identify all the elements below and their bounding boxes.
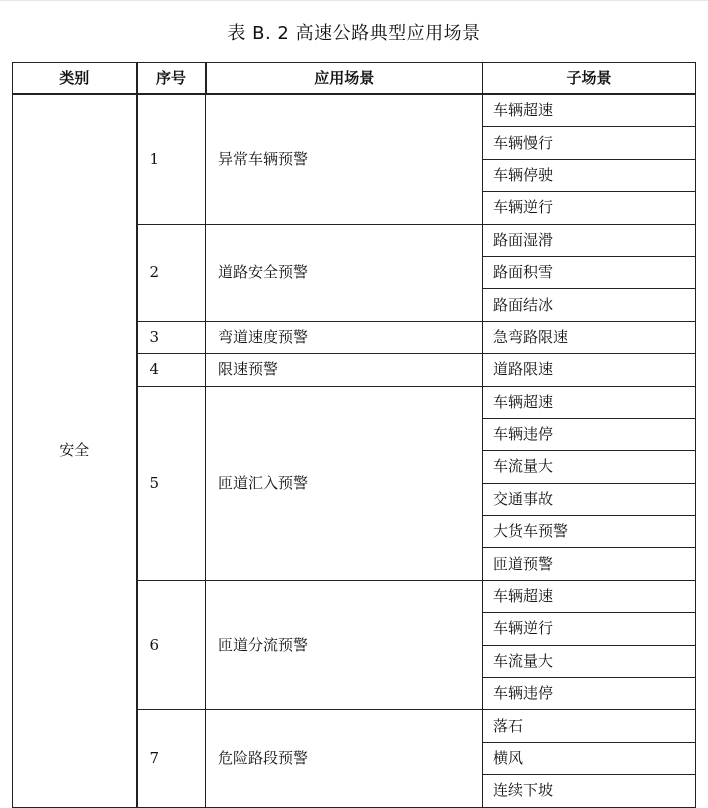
scenario-cell: 限速预警 [206, 354, 483, 386]
number-cell: 5 [137, 386, 206, 580]
number-cell: 7 [137, 710, 206, 807]
table-title: 表 B. 2 高速公路典型应用场景 [227, 23, 481, 44]
number-cell: 4 [137, 354, 206, 386]
header-number: 序号 [137, 63, 206, 95]
sub-scenario-cell: 车辆停驶 [483, 159, 696, 191]
scenario-cell: 弯道速度预警 [206, 321, 483, 353]
sub-scenario-cell: 路面积雪 [483, 256, 696, 288]
sub-scenario-cell: 匝道预警 [483, 548, 696, 580]
sub-scenario-cell: 车流量大 [483, 451, 696, 483]
scenario-cell: 匝道汇入预警 [206, 386, 483, 580]
sub-scenario-cell: 道路限速 [483, 354, 696, 386]
table-body [13, 94, 696, 807]
sub-scenario-cell: 路面结冰 [483, 289, 696, 321]
sub-scenario-cell: 车辆超速 [483, 386, 696, 418]
header-row [13, 63, 696, 95]
sub-scenario-cell: 大货车预警 [483, 516, 696, 548]
sub-scenario-cell: 车辆违停 [483, 678, 696, 710]
sub-scenario-cell: 连续下坡 [483, 775, 696, 807]
header-sub-scenario: 子场景 [483, 63, 696, 95]
number-cell: 2 [137, 224, 206, 321]
sub-scenario-cell: 车辆超速 [483, 580, 696, 612]
table-row [13, 94, 696, 127]
number-cell: 6 [137, 580, 206, 710]
header-scenario: 应用场景 [206, 63, 483, 95]
scenario-table [12, 62, 696, 808]
scenario-cell: 道路安全预警 [206, 224, 483, 321]
sub-scenario-cell: 车辆违停 [483, 418, 696, 450]
top-divider [0, 0, 708, 1]
sub-scenario-cell: 落石 [483, 710, 696, 742]
category-cell: 安全 [13, 94, 137, 807]
scenario-cell: 危险路段预警 [206, 710, 483, 807]
sub-scenario-cell: 急弯路限速 [483, 321, 696, 353]
header-category: 类别 [13, 63, 137, 95]
number-cell: 1 [137, 94, 206, 224]
scenario-cell: 异常车辆预警 [206, 94, 483, 224]
sub-scenario-cell: 交通事故 [483, 483, 696, 515]
sub-scenario-cell: 车辆逆行 [483, 192, 696, 224]
sub-scenario-cell: 车辆慢行 [483, 127, 696, 159]
sub-scenario-cell: 横风 [483, 742, 696, 774]
sub-scenario-cell: 路面湿滑 [483, 224, 696, 256]
number-cell: 3 [137, 321, 206, 353]
scenario-cell: 匝道分流预警 [206, 580, 483, 710]
sub-scenario-cell: 车流量大 [483, 645, 696, 677]
sub-scenario-cell: 车辆逆行 [483, 613, 696, 645]
sub-scenario-cell: 车辆超速 [483, 94, 696, 127]
